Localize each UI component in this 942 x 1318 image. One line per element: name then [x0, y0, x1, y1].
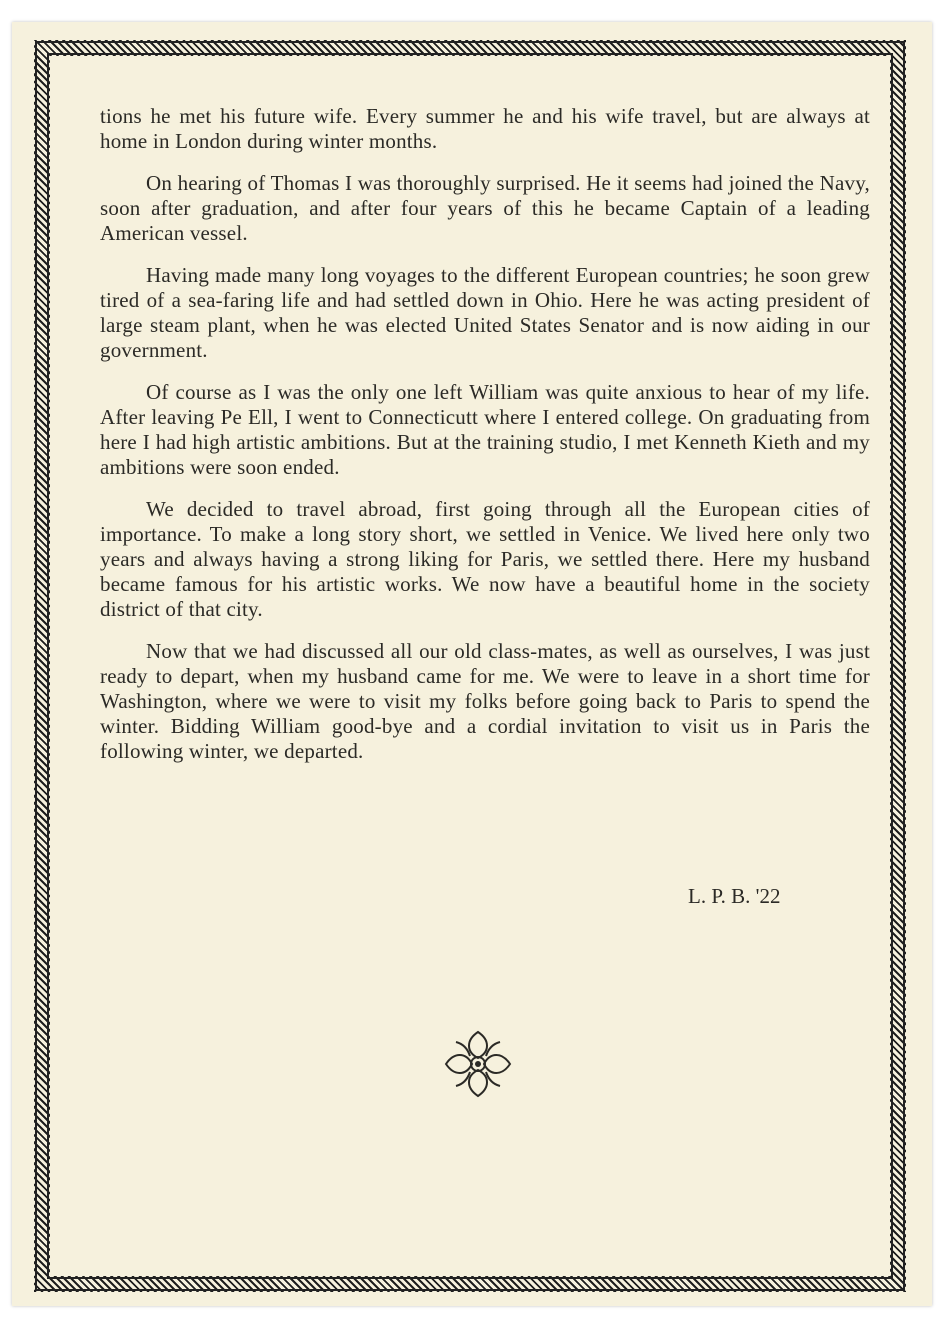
signature: L. P. B. '22 [688, 884, 781, 908]
paragraph: tions he met his future wife. Every summer he and his wife travel, but are always at home in London during winter months. [100, 104, 870, 153]
paragraph: Of course as I was the only one left William was quite anxious to hear of my life. After leaving Pe Ell, I went to Connecticutt where I entered college. On graduating from here I had high artistic ambitions. But at the training studio, I met Kenneth Kieth and my ambitions were soon ended. [100, 380, 870, 479]
floral-ornament-icon [440, 1026, 516, 1102]
paragraph: On hearing of Thomas I was thoroughly surprised. He it seems had joined the Navy, soon after graduation, and after four years of this he became Captain of a leading American vessel. [100, 171, 870, 245]
document-page [12, 22, 932, 1306]
paragraph: Now that we had discussed all our old class-mates, as well as ourselves, I was just ready to depart, when my husband came for me. We were to leave in a short time for Washington, where we were to visit my folks before going back to Paris to spend the winter. Bidding William good-bye and a cordial invitation to visit us in Paris the following winter, we departed. [100, 639, 870, 763]
body-text [100, 104, 870, 781]
paragraph: Having made many long voyages to the different European countries; he soon grew tired of a sea-faring life and had settled down in Ohio. Here he was acting president of large steam plant, when he was elected United States Senator and is now aiding in our government. [100, 263, 870, 362]
paragraph: We decided to travel abroad, first going through all the European cities of importance. To make a long story short, we settled in Venice. We lived here only two years and always having a strong liking for Paris, we settled there. Here my husband became famous for his artistic works. We now have a beautiful home in the society district of that city. [100, 497, 870, 621]
